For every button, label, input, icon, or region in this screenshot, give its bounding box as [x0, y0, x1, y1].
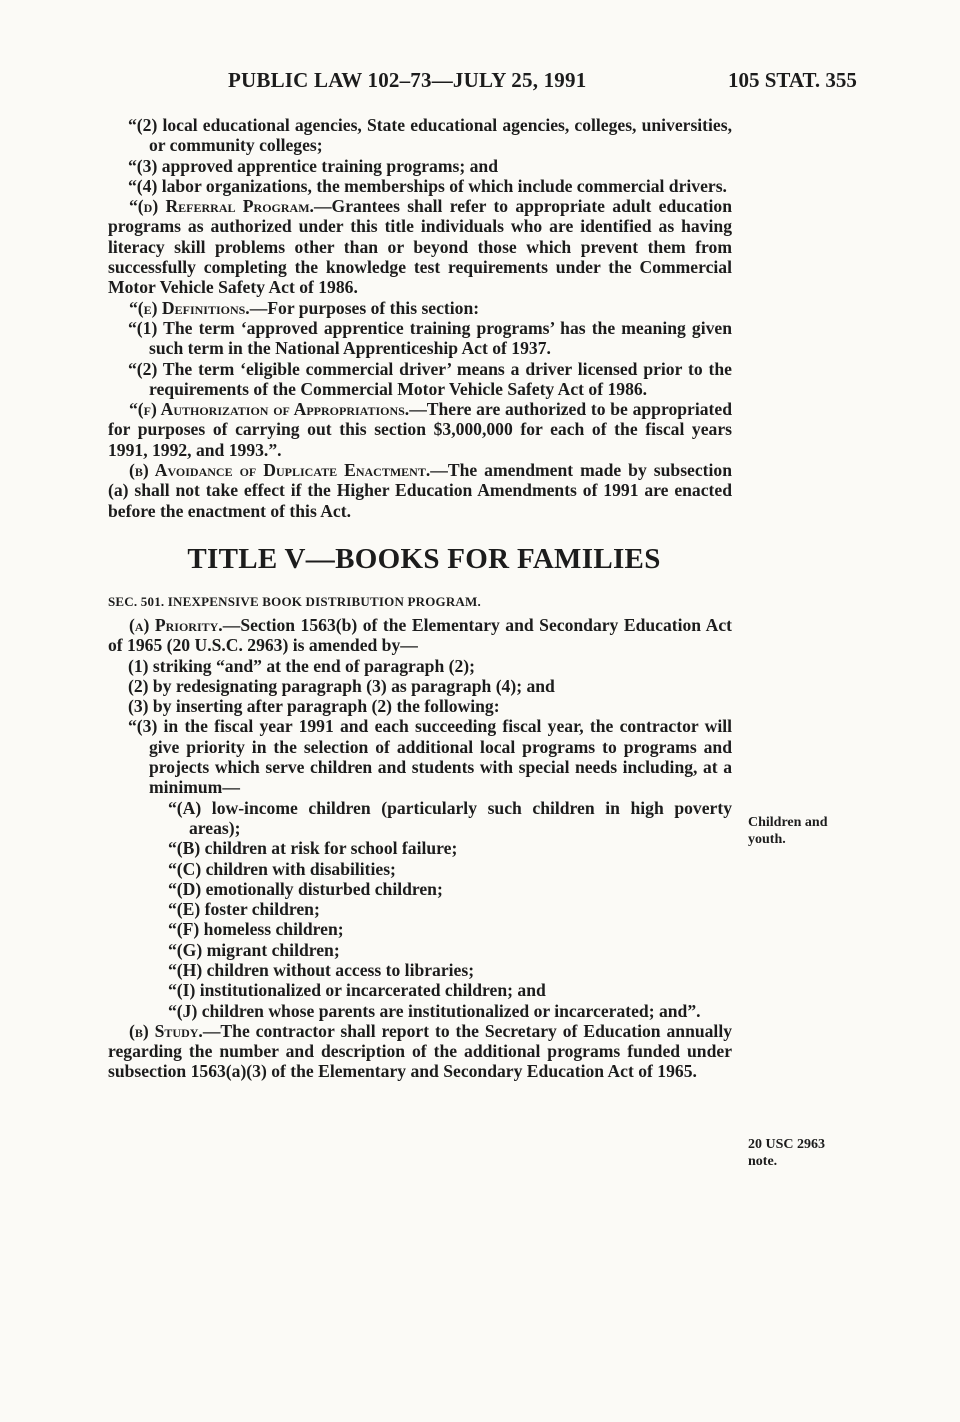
subsection-f-heading: “(f) Authorization of Appropriations. — [129, 399, 410, 420]
inserted-paragraph-3: “(3) in the fiscal year 1991 and each succeeding fiscal year, the contractor will give priority in the selection of additional local programs to programs and projects which serve children and students with special needs including, at a minimum— — [128, 716, 732, 798]
subparagraph-C: “(C) children with disabilities; — [168, 858, 396, 879]
page-header — [0, 68, 960, 98]
subsection-f-text: —There are authorized to be appropriated for purposes of carrying out this section $3,000,000 for each of the fiscal years 1991, 1992, and 1993.”. — [108, 399, 732, 460]
margin-note-children: Children and youth. — [748, 815, 828, 847]
subparagraph-G: “(G) migrant children; — [168, 939, 340, 960]
subparagraph-B: “(B) children at risk for school failure; — [168, 838, 458, 859]
subsection-a-priority — [108, 615, 732, 656]
avoidance-heading: (b) Avoidance of Duplicate Enactment. — [129, 460, 431, 481]
subsection-d-heading: “(d) Referral Program. — [129, 196, 314, 217]
subsection-b-study — [108, 1021, 732, 1082]
margin-note-usc: 20 USC 2963 note. — [748, 1137, 826, 1169]
paragraph-c4: “(4) labor organizations, the memberships of which include commercial drivers. — [128, 175, 727, 196]
title-heading: TITLE V—BOOKS FOR FAMILIES — [187, 542, 661, 575]
priority-text: —Section 1563(b) of the Elementary and Secondary Education Act of 1965 (20 U.S.C. 2963) is amended by— — [108, 614, 732, 656]
running-title: PUBLIC LAW 102–73—JULY 25, 1991 — [228, 68, 587, 92]
section-heading: SEC. 501. INEXPENSIVE BOOK DISTRIBUTION PROGRAM. — [108, 593, 481, 609]
definition-1: “(1) The term ‘approved apprentice training programs’ has the meaning given such term in the National Apprenticeship Act of 1937. — [128, 317, 732, 359]
study-text: —The contractor shall report to the Secretary of Education annually regarding the number and description of the additional programs funded under subsection 1563(a)(3) of the Elementary and Secondary Education Act of 1965. — [108, 1020, 733, 1082]
subsection-e-text: —For purposes of this section: — [249, 297, 480, 318]
subsection-b-avoidance — [108, 460, 732, 521]
subparagraph-J: “(J) children whose parents are institutionalized or incarcerated; and”. — [168, 1000, 701, 1021]
amendment-3: (3) by inserting after paragraph (2) the following: — [128, 696, 500, 717]
subparagraph-E: “(E) foster children; — [168, 899, 320, 920]
avoidance-text: —The amendment made by subsection (a) shall not take effect if the Higher Education Amendments of 1991 are enacted before the enactment of this Act. — [108, 460, 732, 521]
subparagraph-F: “(F) homeless children; — [168, 919, 344, 940]
subsection-e-heading: “(e) Definitions. — [129, 297, 250, 318]
subparagraph-D: “(D) emotionally disturbed children; — [168, 878, 443, 899]
subsection-d-text: —Grantees shall refer to appropriate adult education programs as authorized under this title individuals who are identified as having literacy skill problems other than or beyond those which prevent them from successfully completing the knowledge test requirements under the Commercial Motor Vehicle Safety Act of 1986. — [108, 196, 732, 298]
subparagraph-H: “(H) children without access to libraries; — [168, 959, 475, 980]
statute-page-number: 105 STAT. 355 — [728, 68, 857, 92]
paragraph-c2: “(2) local educational agencies, State educational agencies, colleges, universities, or community colleges; — [128, 115, 732, 156]
priority-heading: (a) Priority. — [129, 614, 223, 635]
subsection-e — [108, 298, 732, 318]
definition-2: “(2) The term ‘eligible commercial driver’ means a driver licensed prior to the requirements of the Commercial Motor Vehicle Safety Act of 1986. — [128, 358, 732, 399]
amendment-1: (1) striking “and” at the end of paragraph (2); — [128, 655, 475, 676]
study-heading: (b) Study. — [129, 1020, 203, 1041]
subsection-d — [108, 196, 732, 297]
body-text — [108, 115, 732, 1082]
amendment-2: (2) by redesignating paragraph (3) as paragraph (4); and — [128, 675, 555, 696]
subparagraph-A: “(A) low-income children (particularly such children in high poverty areas); — [168, 797, 732, 838]
paragraph-c3: “(3) approved apprentice training programs; and — [128, 155, 498, 176]
subsection-f — [108, 399, 732, 460]
subparagraph-I: “(I) institutionalized or incarcerated children; and — [168, 980, 546, 1001]
